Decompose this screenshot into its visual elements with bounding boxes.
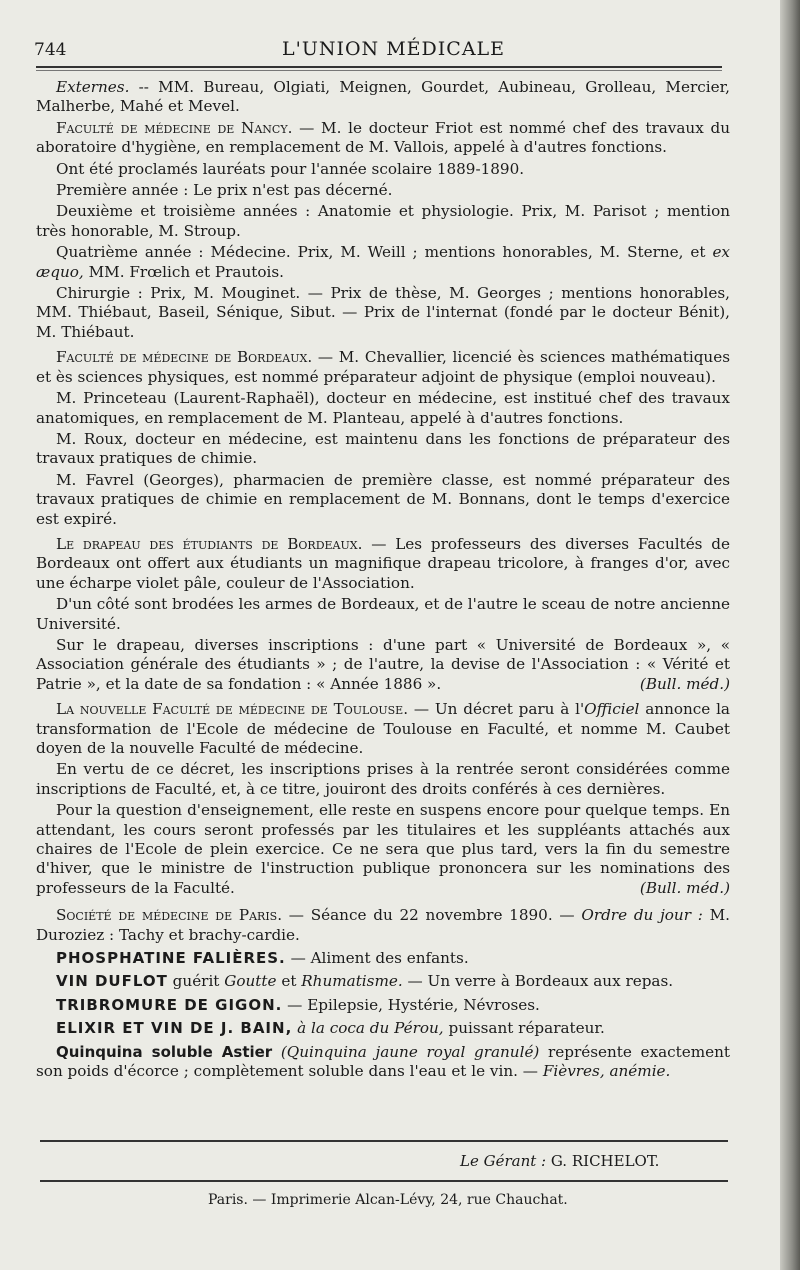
running-title: L'UNION MÉDICALE — [282, 38, 506, 60]
paragraph: D'un côté sont brodées les armes de Bordeaux, et de l'autre le sceau de notre ancienne Université. — [36, 595, 730, 633]
ad-phosphatine: PHOSPHATINE FALIÈRES. — Aliment des enfants. — [56, 949, 469, 968]
ad-quinquina: Quinquina soluble Astier (Quinquina jaune royal granulé) représente exactement son poids d'écorce ; complètement soluble dans l'eau et le vin. — Fièvres, anémie. — [36, 1042, 730, 1081]
section-lead: Faculté de médecine de Nancy. — [56, 118, 293, 137]
paragraph: M. Roux, docteur en médecine, est maintenu dans les fonctions de préparateur des travaux pratiques de chimie. — [36, 429, 730, 468]
imprint-line: Paris. — Imprimerie Alcan-Lévy, 24, rue Chauchat. — [208, 1192, 568, 1208]
header-rule — [36, 66, 722, 68]
paragraph: Pour la question d'enseignement, elle reste en suspens encore pour quelque temps. En attendant, les cours seront professés par les titulaires et les suppléants attachés aux chaires de l'Ecole de plein exercice. Ce ne sera que plus tard, vers la fin du semestre d'hiver, que le ministre de l'instruction publique prononcera sur les nominations des professeurs de la Faculté. (Bull. méd.) — [36, 801, 730, 897]
header-rule-thin — [36, 70, 722, 71]
page-number: 744 — [34, 40, 67, 60]
page-edge — [780, 0, 800, 1270]
gerant-signature: Le Gérant : G. RICHELOT. — [460, 1152, 660, 1170]
paragraph: Ont été proclamés lauréats pour l'année scolaire 1889-1890. — [56, 159, 525, 178]
paragraph-toulouse: La nouvelle Faculté de médecine de Toulouse. — Un décret paru à l'Officiel annonce la transformation de l'Ecole de médecine de Toulouse en Faculté, et nomme M. Caubet doyen de la nouvelle Faculté de médecine. — [36, 700, 730, 757]
paragraph: En vertu de ce décret, les inscriptions prises à la rentrée seront considérées comme inscriptions de Faculté, et, à ce titre, jouiront des droits conférés à ces dernières. — [36, 760, 730, 798]
ad-tribromure: TRIBROMURE DE GIGON. — Epilepsie, Hystérie, Névroses. — [56, 995, 540, 1014]
paragraph-societe: Société de médecine de Paris. — Séance du 22 novembre 1890. — Ordre du jour : M. Duroziez : Tachy et brachy-cardie. — [36, 906, 730, 944]
footer-rule — [40, 1140, 728, 1142]
footer-rule-2 — [40, 1180, 728, 1182]
paragraph: Chirurgie : Prix, M. Mouginet. — Prix de thèse, M. Georges ; mentions honorables, MM. Thiébaut, Baseil, Sénique, Sibut. — Prix de l'internat (fondé par le docteur Bénit), M. Thiébaut. — [36, 284, 730, 341]
paragraph: M. Princeteau (Laurent-Raphaël), docteur en médecine, est institué chef des travaux anatomiques, en remplacement de M. Planteau, appelé à d'autres fonctions. — [36, 389, 730, 427]
ad-elixir-bain: ELIXIR ET VIN DE J. BAIN, à la coca du Pérou, puissant réparateur. — [56, 1019, 605, 1038]
section-lead: Le drapeau des étudiants de Bordeaux. — [56, 534, 363, 553]
paragraph: Deuxième et troisième années : Anatomie et physiologie. Prix, M. Parisot ; mention très honorable, M. Stroup. — [36, 202, 730, 240]
paragraph-nancy: Faculté de médecine de Nancy. — M. le docteur Friot est nommé chef des travaux du aboratoire d'hygiène, en remplacement de M. Vallois, appelé à d'autres fonctions. — [36, 118, 730, 157]
article-body — [36, 78, 730, 1086]
paragraph: Sur le drapeau, diverses inscriptions : d'une part « Université de Bordeaux », « Association générale des étudiants » ; de l'autre, la devise de l'Association : « Vérité et Patrie », et la date de sa fondation : « Année 1886 ». (Bull. méd.) — [36, 635, 730, 693]
paragraph-externes: Externes. -- MM. Bureau, Olgiati, Meignen, Gourdet, Aubineau, Grolleau, Mercier, Malherbe, Mahé et Mevel. — [36, 78, 730, 116]
paragraph-bordeaux: Faculté de médecine de Bordeaux. — M. Chevallier, licencié ès sciences mathématiques et ès sciences physiques, est nommé préparateur adjoint de physique (emploi nouveau). — [36, 348, 730, 386]
paragraph: Première année : Le prix n'est pas décerné. — [56, 181, 393, 200]
section-lead: Société de médecine de Paris. — [56, 906, 283, 925]
paragraph: M. Favrel (Georges), pharmacien de première classe, est nommé préparateur des travaux pratiques de chimie en remplacement de M. Bonnans, dont le temps d'exercice est expiré. — [36, 470, 730, 528]
paragraph-drapeau: Le drapeau des étudiants de Bordeaux. — Les professeurs des diverses Facultés de Bordeaux ont offert aux étudiants un magnifique drapeau tricolore, à franges d'or, avec une écharpe violet pâle, couleur de l'Association. — [36, 534, 730, 592]
source-citation: (Bull. méd.) — [639, 674, 730, 693]
section-lead: La nouvelle Faculté de médecine de Toulouse. — [56, 700, 409, 719]
section-lead: Faculté de médecine de Bordeaux. — [56, 348, 313, 367]
source-citation: (Bull. méd.) — [639, 878, 730, 897]
paragraph: Quatrième année : Médecine. Prix, M. Weill ; mentions honorables, M. Sterne, et ex æquo, MM. Frœlich et Prautois. — [36, 243, 730, 281]
page-header — [34, 36, 724, 66]
ad-vin-duflot: VIN DUFLOT guérit Goutte et Rhumatisme. — Un verre à Bordeaux aux repas. — [56, 972, 674, 991]
